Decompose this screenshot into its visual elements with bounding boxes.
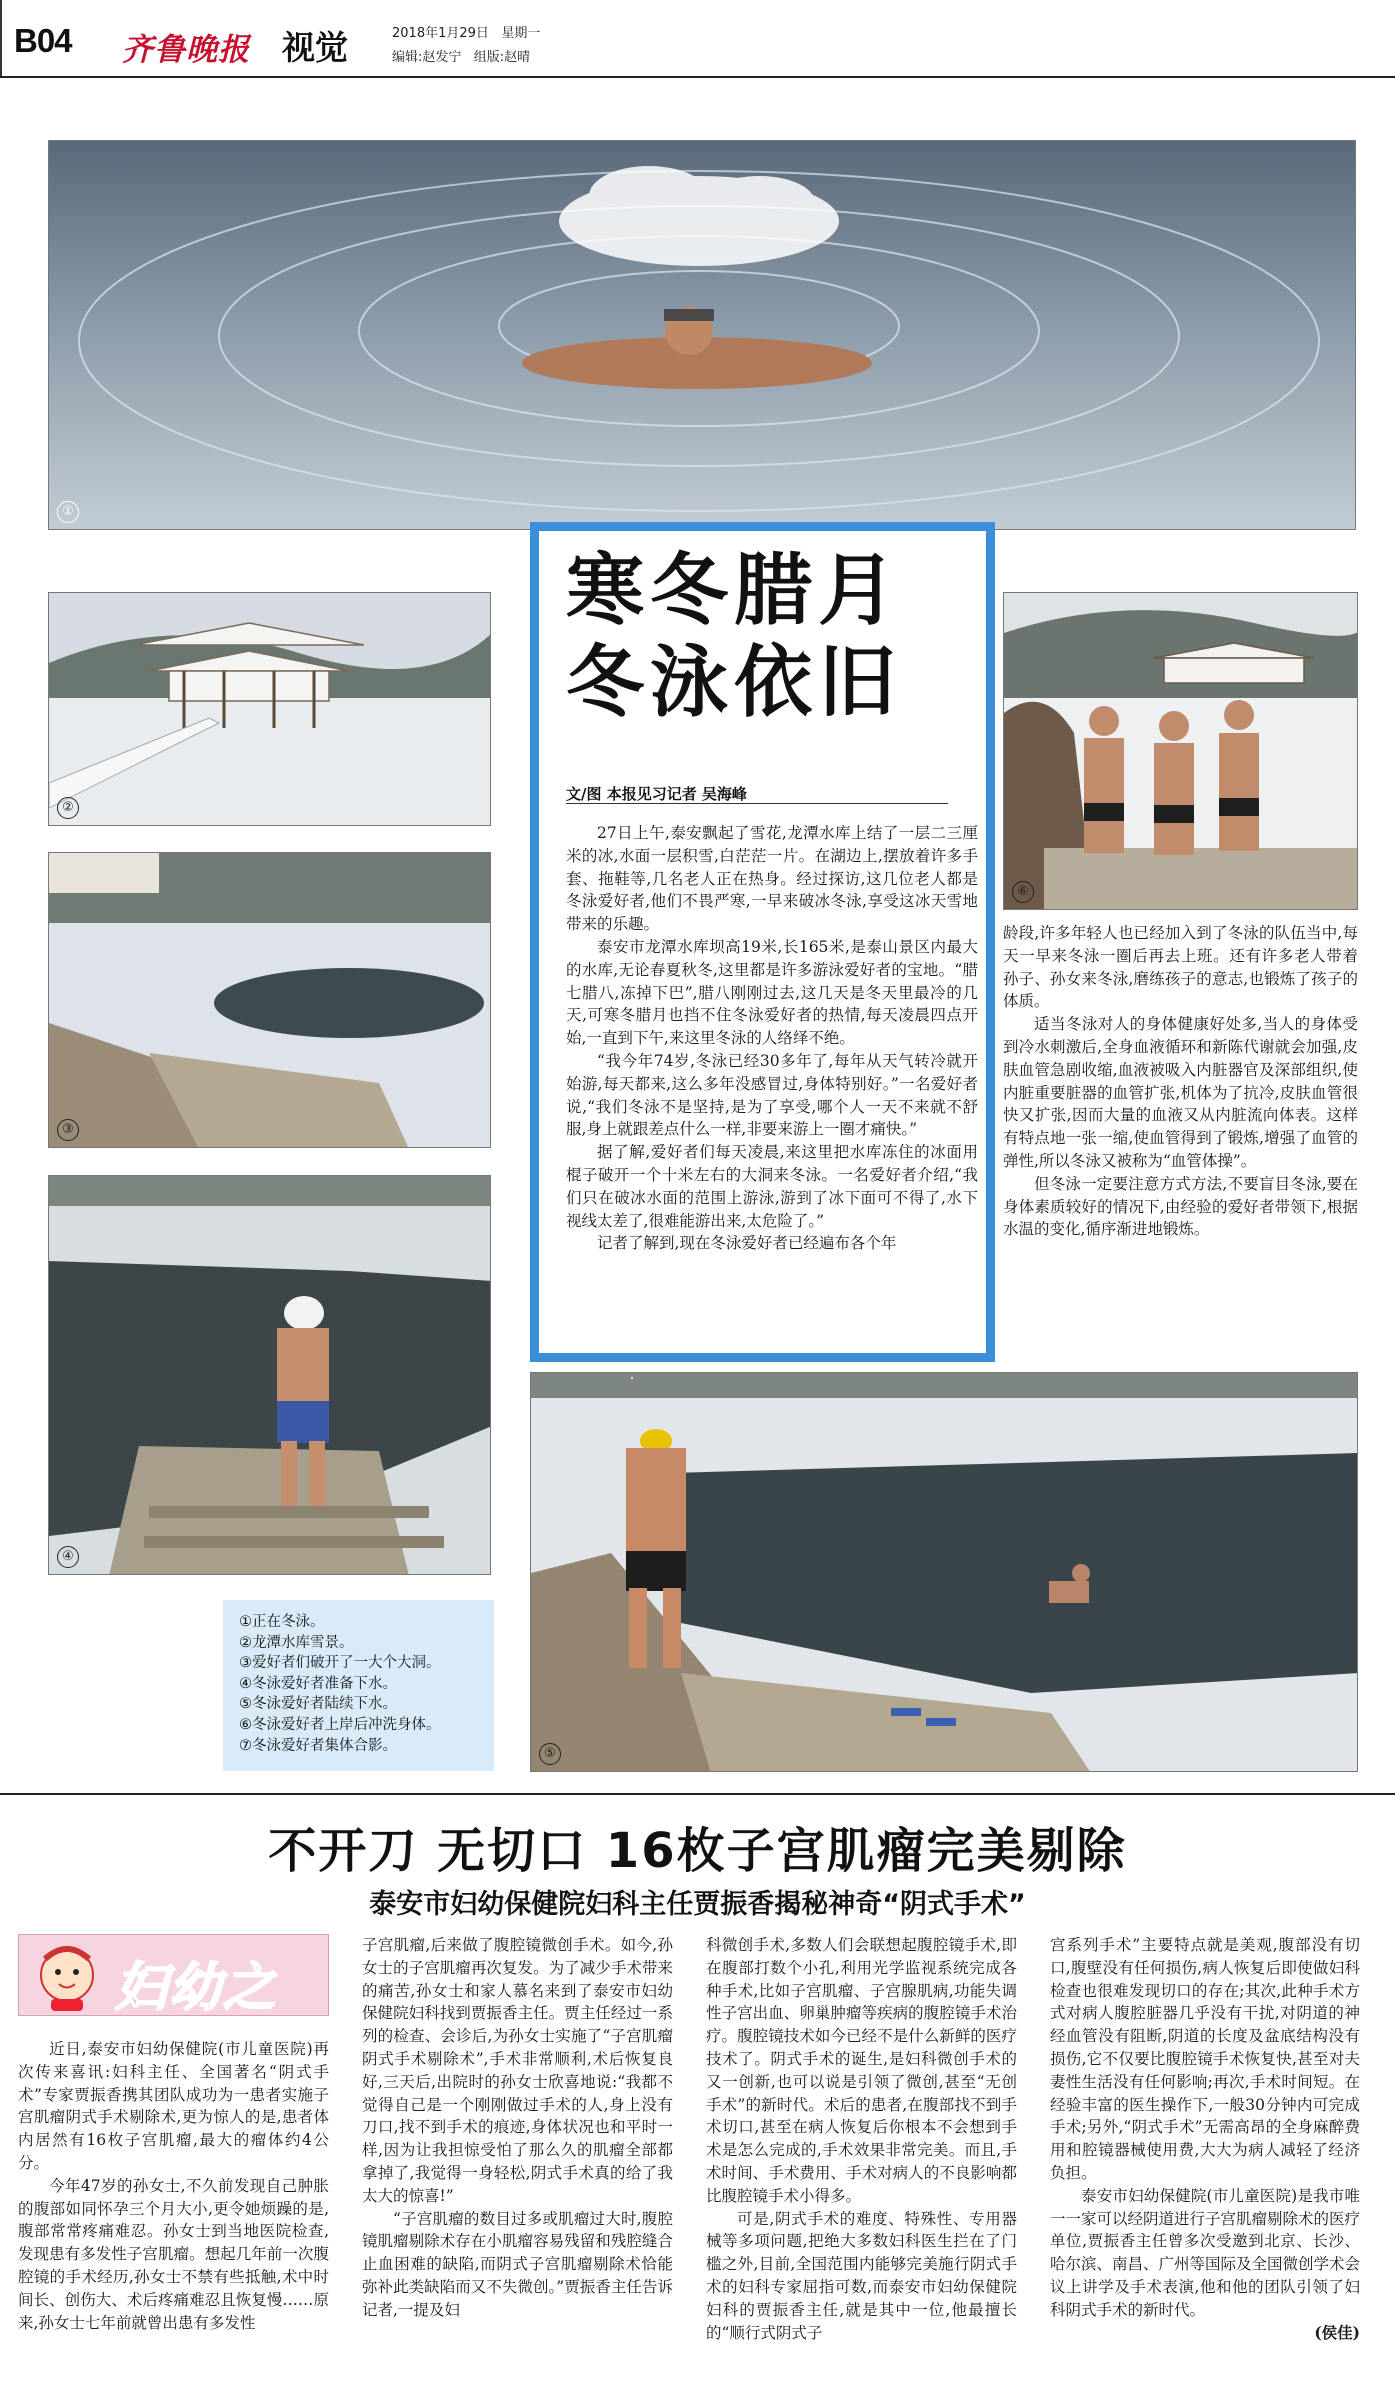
feature-paragraph: 泰安市龙潭水库坝高19米,长165米,是泰山景区内最大的水库,无论春夏秋冬,这里都是许多游泳爱好者的宝地。“腊七腊八,冻掉下巴”,腊八刚刚过去,这几天是冬天里最冷的几天,可寒冬腊月也挡不住冬泳爱好者的热情,每天凌晨四点开始,一直到下午,来这里冬泳的人络绎不绝。 xyxy=(566,937,978,1048)
masthead-divider xyxy=(0,0,2,38)
editor-credits xyxy=(392,46,530,65)
photo-ice-hole-image xyxy=(49,853,491,1148)
photo-swimmer xyxy=(48,140,1356,530)
feature-column-1 xyxy=(566,822,978,1255)
photo-number: ⑥ xyxy=(1012,881,1034,903)
story-paragraph: 科微创手术,多数人们会联想起腹腔镜手术,即在腹部打数个小孔,利用光学监视系统完成各种手术,比如子宫肌瘤、子宫腺肌病,功能失调性子宫出血、卵巢肿瘤等疾病的腹腔镜手术治疗。腹腔镜技术如今已经不是什么新鲜的医疗技术了。阴式手术的诞生,是妇科微创手术的又一创新,也可以说是引领了微创,甚至“无创手术”的新时代。术后的患者,在腹部找不到手术切口,甚至在病人恢复后你根本不会想到手术是怎么完成的,手术效果非常完美。而且,手术时间、手术费用、手术对病人的不良影响都比腹腔镜手术小得多。 xyxy=(706,1936,1017,2205)
editor-text: 编辑:赵发宁 xyxy=(392,50,462,65)
photo-captions xyxy=(223,1600,494,1771)
photo-swimmer-image xyxy=(49,141,1356,530)
story-subhead: 泰安市妇幼保健院妇科主任贾振香揭秘神奇“阴式手术” xyxy=(369,1889,1026,1920)
caption-item: ③爱好者们破开了一大个大洞。 xyxy=(239,1655,441,1672)
byline-rule xyxy=(566,803,948,804)
photo-number: ② xyxy=(57,797,79,819)
section-divider xyxy=(0,1793,1395,1795)
column-logo-text: 妇幼之 xyxy=(115,1958,278,2016)
story-column-4 xyxy=(1050,1934,1360,2344)
photo-group-image xyxy=(1004,593,1358,910)
section-title: 视觉 xyxy=(282,28,348,67)
caption-item: ⑤冬泳爱好者陆续下水。 xyxy=(239,1696,397,1713)
story-paragraph: 近日,泰安市妇幼保健院(市儿童医院)再次传来喜讯:妇科主任、全国著名“阴式手术”专家贾振香携其团队成功为一患者实施子宫肌瘤阴式手术剔除术,更为惊人的是,患者体内居然有16枚子宫肌瘤,最大的瘤体约4公分。 xyxy=(18,2040,329,2172)
photo-ice-hole xyxy=(48,852,491,1148)
masthead-divider xyxy=(0,38,2,76)
story-column-1 xyxy=(18,2038,329,2334)
feature-column-2 xyxy=(1003,922,1358,1241)
caption-item: ②龙潭水库雪景。 xyxy=(239,1634,354,1651)
weekday-text: 星期一 xyxy=(501,26,541,41)
story-column-2 xyxy=(362,1934,673,2322)
photo-number: ① xyxy=(57,501,79,523)
feature-paragraph: 记者了解到,现在冬泳爱好者已经遍布各个年 xyxy=(597,1234,897,1253)
story-paragraph: 宫系列手术”主要特点就是美观,腹部没有切口,腹壁没有任何损伤,病人恢复后即使做妇科检查也很难发现切口的存在;其次,此种手术方式对病人腹腔脏器几乎没有干扰,对阴道的神经血管没有阻断,阴道的长度及盆底结构没有损伤,它不仅要比腹腔镜手术恢复快,甚至对夫妻性生活没有任何影响;再次,手术时间短。在经验丰富的医生操作下,一般30分钟内可完成手术;另外,“阴式手术”无需高昂的全身麻醉费用和腔镜器械使用费,大大为病人减轻了经济负担。 xyxy=(1050,1936,1360,2182)
story-signoff: (侯佳) xyxy=(1314,2322,1360,2342)
story-paragraph: “子宫肌瘤的数目过多或肌瘤过大时,腹腔镜肌瘤剔除术存在小肌瘤容易残留和残腔缝合止血困难的缺陷,而阴式子宫肌瘤剔除术恰能弥补此类缺陷而又不失微创。”贾振香主任告诉记者,一提及妇 xyxy=(362,2209,673,2319)
caption-item: ①正在冬泳。 xyxy=(239,1614,325,1630)
feature-paragraph: 适当冬泳对人的身体健康好处多,当人的身体受到冷水刺激后,全身血液循环和新陈代谢就会加强,皮肤血管急剧收缩,血液被吸入内脏器官及深部组织,使内脏重要脏器的血管扩张,机体为了抗冷,皮肤血管很快又扩张,因而大量的血液又从内脏流向体表。这样有特点地一张一缩,使血管得到了锻炼,增强了血管的弹性,所以冬泳又被称为“血管体操”。 xyxy=(1003,1015,1358,1170)
story-headline: 不开刀 无切口 16枚子宫肌瘤完美剔除 xyxy=(268,1823,1127,1879)
headline-line-2: 冬泳依旧 xyxy=(566,638,903,728)
date-text: 2018年1月29日 xyxy=(392,26,489,41)
column-logo xyxy=(18,1934,329,2016)
caption-item: ④冬泳爱好者准备下水。 xyxy=(239,1675,397,1692)
story-paragraph: 今年47岁的孙女士,不久前发现自己肿胀的腹部如同怀孕三个月大小,更令她烦躁的是,腹部常常疼痛难忍。孙女士到当地医院检查,发现患有多发性子宫肌瘤。想起几年前一次腹腔镜的手术经历,孙女士不禁有些抵触,术中时间长、创伤大、术后疼痛难忍且恢复慢……原来,孙女士七年前就曾出患有多发性 xyxy=(18,2176,329,2332)
feature-paragraph: 龄段,许多年轻人也已经加入到了冬泳的队伍当中,每天一早来冬泳一圈后再去上班。还有许多老人带着孙子、孙女来冬泳,磨练孩子的意志,也锻炼了孩子的体质。 xyxy=(1003,924,1358,1011)
feature-paragraph: 但冬泳一定要注意方式方法,不要盲目冬泳,要在身体素质较好的情况下,由经验的爱好者带领下,根据水温的变化,循序渐进地锻炼。 xyxy=(1003,1174,1358,1239)
photo-number: ③ xyxy=(57,1119,79,1141)
caption-item: ⑦冬泳爱好者集体合影。 xyxy=(239,1737,397,1754)
story-paragraph: 可是,阴式手术的难度、特殊性、专用器械等多项问题,把绝大多数妇科医生拦在了门槛之外,目前,全国范围内能够完美施行阴式手术的妇科专家屈指可数,而泰安市妇幼保健院妇科的贾振香主任,就是其中一位,他最擅长的“顺行式阴式子 xyxy=(706,2209,1017,2342)
photo-entering xyxy=(530,1372,1358,1772)
story-column-3 xyxy=(706,1934,1017,2344)
headline-line-1: 寒冬腊月 xyxy=(566,546,903,636)
photo-group xyxy=(1003,592,1358,910)
photo-prepare-image xyxy=(49,1176,491,1575)
story-paragraph: 泰安市妇幼保健院(市儿童医院)是我市唯一一家可以经阴道进行子宫肌瘤剔除术的医疗单位,贾振香主任曾多次受邀到北京、长沙、哈尔滨、南昌、广州等国际及全国微创学术会议上讲学及手术表演,他和他的团队引领了妇科阴式手术的新时代。 xyxy=(1050,2186,1361,2319)
masthead-rule xyxy=(0,76,1395,78)
feature-headline xyxy=(566,545,902,729)
photo-number: ⑤ xyxy=(539,1743,561,1765)
story-paragraph: 子宫肌瘤,后来做了腹腔镜微创手术。如今,孙女士的子宫肌瘤再次复发。为了减少手术带来的痛苦,孙女士和家人慕名来到了泰安市妇幼保健院妇科找到贾振香主任。贾主任经过一系列的检查、会诊后,为孙女士实施了“子宫肌瘤阴式手术剔除术”,手术非常顺利,术后恢复良好,三天后,出院时的孙女士欣喜地说:“我都不觉得自己是一个刚刚做过手术的人,身上没有刀口,找不到手术的痕迹,身体状况也和平时一样,因为让我担惊受怕了那么久的肌瘤全部都拿掉了,我觉得一身轻松,阴式手术真的给了我太大的惊喜!” xyxy=(362,1936,673,2205)
feature-paragraph: “我今年74岁,冬泳已经30多年了,每年从天气转冷就开始游,每天都来,这么多年没感冒过,身体特别好。”一名爱好者说,“我们冬泳不是坚持,是为了享受,哪个人一天不来就不舒服,身上就跟差点什么一样,非要来游上一圈才痛快。” xyxy=(566,1051,978,1139)
caption-item: ⑥冬泳爱好者上岸后冲洗身体。 xyxy=(239,1716,441,1733)
paper-logo: 齐鲁晚报 xyxy=(122,32,250,68)
issue-date xyxy=(392,22,540,41)
feature-paragraph: 27日上午,泰安飘起了雪花,龙潭水库上结了一层二三厘米的冰,水面一层积雪,白茫茫一片。在湖边上,摆放着许多手套、拖鞋等,几名老人正在热身。经过探访,这几位老人都是冬泳爱好者,他们不畏严寒,一早来破冰冬泳,享受这冰天雪地带来的乐趣。 xyxy=(566,824,978,934)
photo-prepare xyxy=(48,1175,491,1575)
page-number: B04 xyxy=(14,22,72,59)
photo-pavilion-image xyxy=(49,593,491,826)
baby-mascot-icon xyxy=(25,1939,109,2013)
photo-number: ④ xyxy=(57,1546,79,1568)
layout-text: 组版:赵晴 xyxy=(473,50,531,65)
photo-entering-image xyxy=(531,1373,1358,1772)
photo-pavilion xyxy=(48,592,491,826)
feature-byline: 文/图 本报见习记者 吴海峰 xyxy=(566,785,747,803)
feature-paragraph: 据了解,爱好者们每天凌晨,来这里把水库冻住的冰面用棍子破开一个十米左右的大洞来冬泳。一名爱好者介绍,“我们只在破冰水面的范围上游泳,游到了冰下面可不得了,水下视线太差了,很难能游出来,太危险了。” xyxy=(566,1143,978,1230)
